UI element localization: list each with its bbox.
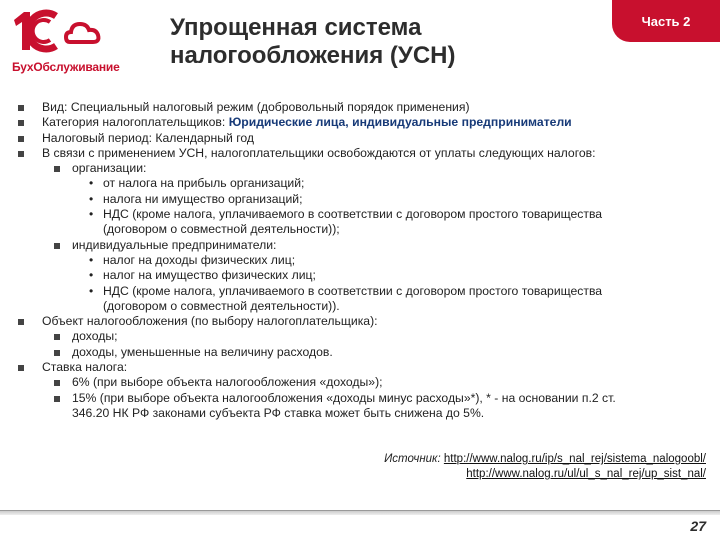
sub-sub-list-item: • налог на доходы физических лиц; [89, 252, 296, 267]
taxpayer-category: Юридические лица, индивидуальные предприниматели [228, 115, 572, 130]
list-item: Вид: Специальный налоговый режим (добровольный порядок применения) [16, 100, 712, 115]
slide-title [170, 14, 455, 70]
footer-bar [0, 511, 720, 515]
source-label: Источник: [384, 453, 444, 465]
1c-logo-icon [8, 6, 118, 60]
logo-caption: БухОбслуживание [12, 60, 120, 74]
dot-bullet-icon: • [89, 191, 94, 206]
part-tab [612, 0, 720, 42]
slide-content [16, 100, 712, 421]
sub-list-item: доходы; [16, 329, 712, 344]
title-line-1: Упрощенная система [170, 14, 422, 41]
square-bullet-icon [18, 365, 24, 371]
sub-list-item: 6% (при выборе объекта налогообложения «доходы»); [16, 375, 712, 390]
list-item: Налоговый период: Календарный год [16, 131, 712, 146]
sub-sub-list-item: • налога ни имущество организаций; [89, 191, 303, 206]
dot-bullet-icon: • [89, 207, 94, 222]
dot-bullet-icon: • [89, 283, 94, 298]
sub-sub-list-item: • НДС (кроме налога, уплачиваемого в соответствии с договором простого товарищества (договором о совместной деятельности)). [89, 283, 603, 313]
square-bullet-icon [54, 396, 60, 402]
square-bullet-icon [18, 120, 24, 126]
square-bullet-icon [54, 380, 60, 386]
sub-list-item: индивидуальные предприниматели: [16, 238, 712, 253]
sub-list-item: доходы, уменьшенные на величину расходов. [16, 345, 712, 360]
sub-sub-list-item: • налог на имущество физических лиц; [89, 268, 316, 283]
source-link-2[interactable]: http://www.nalog.ru/ul/ul_s_nal_rej/up_sist_nal/ [466, 468, 706, 480]
square-bullet-icon [54, 350, 60, 356]
sub-sub-list-item: • от налога на прибыль организаций; [89, 176, 305, 191]
sub-sub-list-item: • НДС (кроме налога, уплачиваемого в соответствии с договором простого товарищества (договором о совместной деятельности)); [89, 207, 603, 237]
company-logo [8, 6, 118, 76]
dot-bullet-icon: • [89, 252, 94, 267]
dot-bullet-icon: • [89, 268, 94, 283]
square-bullet-icon [18, 319, 24, 325]
square-bullet-icon [54, 166, 60, 172]
source-link-1[interactable]: http://www.nalog.ru/ip/s_nal_rej/sistema_nalogoobl/ [443, 453, 706, 465]
square-bullet-icon [54, 334, 60, 340]
list-item: Ставка налога: [16, 360, 712, 375]
square-bullet-icon [18, 136, 24, 142]
page-number: 27 [690, 518, 706, 534]
list-item: Объект налогообложения (по выбору налогоплательщика): [16, 314, 712, 329]
part-label: Часть 2 [641, 13, 691, 29]
source-block [384, 452, 706, 482]
sub-list-item: организации: [16, 161, 712, 176]
list-item: Категория налогоплательщиков: Юридические лица, индивидуальные предприниматели [16, 115, 712, 130]
square-bullet-icon [18, 105, 24, 111]
sub-list-item: 15% (при выборе объекта налогообложения «доходы минус расходы»*), * - на основании п.2 ст. 346.20 НК РФ законами субъекта РФ ставка может быть снижена до 5%. [16, 391, 712, 422]
title-line-2: налогообложения (УСН) [170, 42, 456, 69]
square-bullet-icon [18, 151, 24, 157]
dot-bullet-icon: • [89, 176, 94, 191]
list-item: В связи с применением УСН, налогоплательщики освобождаются от уплаты следующих налогов: [16, 146, 712, 161]
square-bullet-icon [54, 243, 60, 249]
